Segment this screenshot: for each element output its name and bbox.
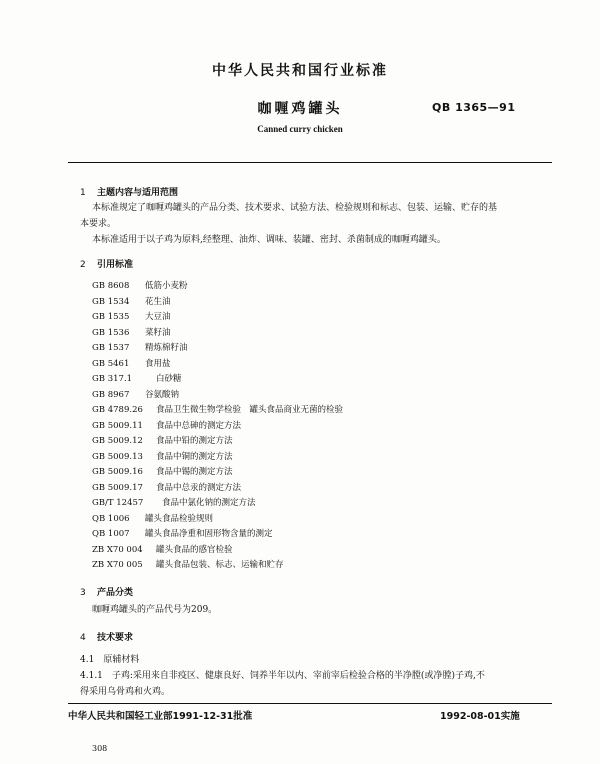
reference-name: 食用盐 bbox=[145, 358, 171, 369]
reference-name: 食品中锡的测定方法 bbox=[156, 467, 233, 477]
reference-name: 罐头食品检验规则 bbox=[145, 513, 214, 524]
reference-item bbox=[92, 496, 343, 512]
reference-name: 食品中总砷的测定方法 bbox=[156, 420, 242, 431]
reference-item bbox=[92, 558, 343, 574]
top-divider bbox=[68, 162, 552, 163]
reference-list bbox=[92, 279, 343, 574]
section-3-para-1: 咖喱鸡罐头的产品代号为209。 bbox=[92, 605, 218, 615]
reference-item bbox=[92, 543, 343, 559]
reference-item bbox=[92, 512, 343, 528]
section-2-title: 引用标准 bbox=[97, 260, 134, 270]
reference-name: 大豆油 bbox=[145, 312, 171, 322]
reference-code: GB 5009.11 bbox=[92, 420, 143, 431]
reference-code: GB 5461 bbox=[92, 358, 130, 369]
reference-code: GB 1537 bbox=[92, 343, 130, 353]
reference-code: GB 8608 bbox=[92, 281, 130, 291]
reference-name: 花生油 bbox=[145, 296, 171, 307]
reference-code: ZB X70 004 bbox=[92, 544, 143, 555]
reference-name: 罐头食品的感官检验 bbox=[156, 544, 233, 555]
section-4-1-heading: 4.1 原辅材料 bbox=[80, 655, 140, 665]
doc-title: 咖喱鸡罐头 bbox=[257, 101, 343, 117]
doc-subtitle: Canned curry chicken bbox=[257, 124, 343, 134]
reference-item bbox=[92, 434, 343, 450]
reference-name: 食品中铅的测定方法 bbox=[156, 436, 233, 446]
reference-code: QB 1007 bbox=[92, 529, 130, 539]
reference-name: 低筋小麦粉 bbox=[145, 281, 188, 291]
reference-item bbox=[92, 403, 343, 419]
section-3-heading bbox=[80, 585, 133, 598]
section-4-title: 技术要求 bbox=[97, 633, 134, 643]
reference-item bbox=[92, 341, 343, 357]
reference-item bbox=[92, 279, 343, 295]
section-1-heading bbox=[80, 185, 178, 198]
implementation-date: 1992-08-01实施 bbox=[440, 711, 520, 722]
reference-code: GB 5009.17 bbox=[92, 482, 143, 493]
standard-code: QB 1365—91 bbox=[432, 101, 516, 114]
reference-code: GB 1536 bbox=[92, 327, 130, 338]
reference-name: 罐头食品包装、标志、运输和贮存 bbox=[156, 560, 284, 570]
reference-name: 菜籽油 bbox=[145, 327, 171, 338]
bottom-divider bbox=[68, 703, 552, 704]
page-number: 308 bbox=[92, 744, 108, 753]
reference-item bbox=[92, 388, 343, 404]
reference-item bbox=[92, 357, 343, 373]
reference-code: GB 8967 bbox=[92, 389, 130, 400]
section-2-number: 2 bbox=[80, 260, 86, 270]
section-1-para-1-line-2: 本要求。 bbox=[80, 219, 117, 229]
section-3-number: 3 bbox=[80, 588, 86, 598]
reference-item bbox=[92, 372, 343, 388]
reference-name: 食品中铜的测定方法 bbox=[156, 451, 233, 462]
section-4-1-1-line-1: 4.1.1 子鸡:采用来自非疫区、健康良好、饲养半年以内、宰前宰后检验合格的半净膛(或净膛)子鸡,不 bbox=[80, 671, 485, 681]
reference-item bbox=[92, 326, 343, 342]
section-1-para-1-line-1: 本标准规定了咖喱鸡罐头的产品分类、技术要求、试验方法、检验规则和标志、包装、运输、贮存的基 bbox=[92, 203, 498, 213]
reference-code: GB 1535 bbox=[92, 312, 130, 322]
reference-code: ZB X70 005 bbox=[92, 560, 143, 570]
reference-name: 白砂糖 bbox=[156, 374, 182, 384]
section-3-title: 产品分类 bbox=[97, 588, 134, 598]
reference-name: 谷氨酸钠 bbox=[145, 389, 180, 400]
reference-item bbox=[92, 310, 343, 326]
section-4-number: 4 bbox=[80, 633, 86, 643]
approval-line: 中华人民共和国轻工业部1991-12-31批准 bbox=[68, 711, 253, 722]
section-2-heading bbox=[80, 257, 133, 270]
reference-name: 食品卫生微生物学检验 罐头食品商业无菌的检验 bbox=[156, 405, 344, 415]
reference-code: GB 5009.12 bbox=[92, 436, 143, 446]
reference-name: 食品中总汞的测定方法 bbox=[156, 482, 242, 493]
reference-code: GB 1534 bbox=[92, 296, 130, 307]
reference-name: 罐头食品净重和固形物含量的测定 bbox=[145, 529, 273, 539]
org-title: 中华人民共和国行业标准 bbox=[212, 63, 388, 79]
reference-item bbox=[92, 450, 343, 466]
section-4-heading bbox=[80, 630, 133, 643]
reference-code: GB/T 12457 bbox=[92, 498, 144, 508]
reference-code: GB 5009.13 bbox=[92, 451, 143, 462]
reference-item bbox=[92, 527, 343, 543]
section-1-title: 主题内容与适用范围 bbox=[97, 188, 179, 198]
reference-code: GB 4789.26 bbox=[92, 405, 143, 415]
reference-name: 精炼棉籽油 bbox=[145, 343, 188, 353]
reference-item bbox=[92, 295, 343, 311]
section-1-number: 1 bbox=[80, 188, 86, 198]
reference-name: 食品中氯化钠的测定方法 bbox=[162, 498, 256, 508]
reference-code: GB 5009.16 bbox=[92, 467, 143, 477]
section-4-1-1-line-2: 得采用乌骨鸡和火鸡。 bbox=[80, 687, 171, 697]
reference-item bbox=[92, 419, 343, 435]
reference-code: GB 317.1 bbox=[92, 374, 133, 384]
reference-item bbox=[92, 481, 343, 497]
reference-item bbox=[92, 465, 343, 481]
reference-code: QB 1006 bbox=[92, 513, 130, 524]
section-1-para-2: 本标准适用于以子鸡为原料,经整理、油炸、调味、装罐、密封、杀菌制成的咖喱鸡罐头。 bbox=[92, 235, 446, 245]
